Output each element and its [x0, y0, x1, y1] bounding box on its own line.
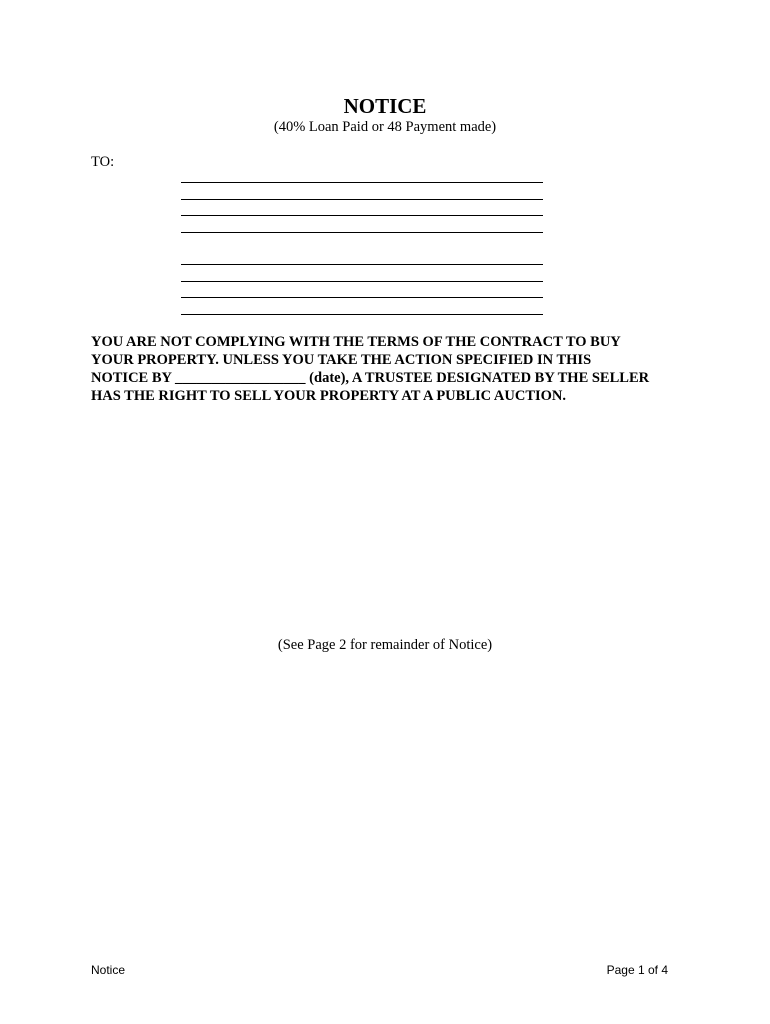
address-blank-line [181, 182, 543, 183]
warning-line: YOU ARE NOT COMPLYING WITH THE TERMS OF THE CONTRACT TO BUY [91, 334, 621, 350]
warning-line: NOTICE BY __________________ (date), A TRUSTEE DESIGNATED BY THE SELLER [91, 370, 650, 386]
address-blank-line [181, 281, 543, 282]
address-blank-line [181, 314, 543, 315]
address-blank-line [181, 264, 543, 265]
address-blank-line [181, 215, 543, 216]
notice-title: NOTICE [343, 94, 427, 118]
footer-document-name: Notice [91, 963, 126, 977]
warning-paragraph [91, 333, 691, 405]
notice-subtitle: (40% Loan Paid or 48 Payment made) [273, 119, 497, 135]
address-blank-line [181, 297, 543, 298]
continuation-note: (See Page 2 for remainder of Notice) [277, 637, 493, 653]
to-label: TO: [91, 154, 115, 170]
footer-page-number: Page 1 of 4 [606, 963, 668, 977]
warning-line: YOUR PROPERTY. UNLESS YOU TAKE THE ACTION SPECIFIED IN THIS [91, 352, 592, 368]
address-blank-line [181, 232, 543, 233]
warning-line: HAS THE RIGHT TO SELL YOUR PROPERTY AT A PUBLIC AUCTION. [91, 388, 567, 404]
address-blank-line [181, 199, 543, 200]
